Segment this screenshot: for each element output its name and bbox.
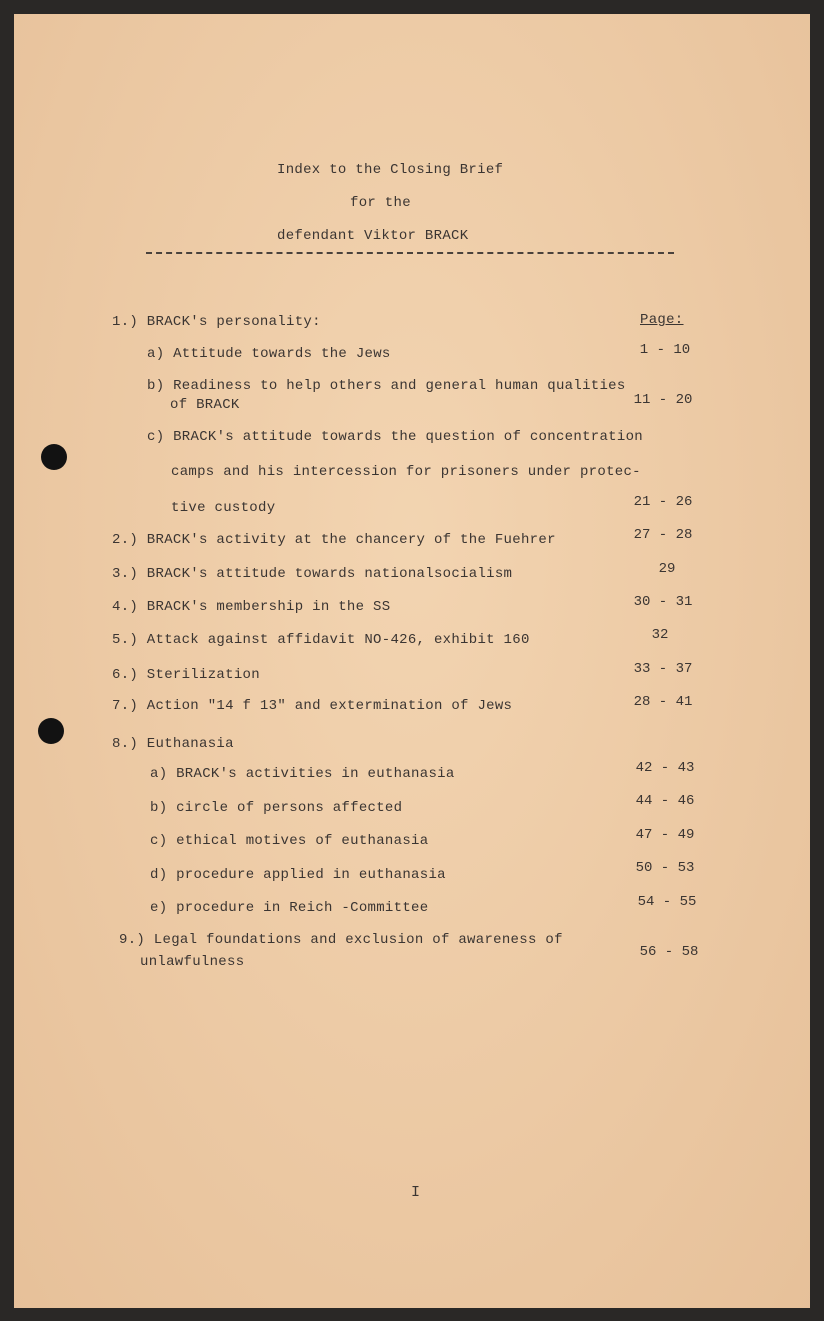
entry-2-page: 27 - 28 xyxy=(633,527,693,543)
title-line-3: defendant Viktor BRACK xyxy=(277,228,469,244)
entry-5-page: 32 xyxy=(651,627,669,643)
entry-9-label-cont: unlawfulness xyxy=(140,954,245,970)
entry-8e-page: 54 - 55 xyxy=(637,894,697,910)
entry-1c-page: 21 - 26 xyxy=(633,494,693,510)
entry-1c-label: c) BRACK's attitude towards the question of concentration xyxy=(147,429,643,445)
entry-7-page: 28 - 41 xyxy=(633,694,693,710)
entry-8c-page: 47 - 49 xyxy=(635,827,695,843)
entry-6-page: 33 - 37 xyxy=(633,661,693,677)
entry-3-label: 3.) BRACK's attitude towards nationalsocialism xyxy=(112,566,513,582)
entry-2-label: 2.) BRACK's activity at the chancery of the Fuehrer xyxy=(112,532,556,548)
entry-1c-label-cont2: tive custody xyxy=(171,500,276,516)
entry-8d-label: d) procedure applied in euthanasia xyxy=(150,867,446,883)
entry-1a-label: a) Attitude towards the Jews xyxy=(147,346,391,362)
entry-8b-label: b) circle of persons affected xyxy=(150,800,403,816)
dashed-divider xyxy=(146,252,674,254)
entry-5-label: 5.) Attack against affidavit NO-426, exhibit 160 xyxy=(112,632,530,648)
punch-hole-top xyxy=(41,444,67,470)
entry-8b-page: 44 - 46 xyxy=(635,793,695,809)
page-column-header: Page: xyxy=(640,312,684,328)
entry-6-label: 6.) Sterilization xyxy=(112,667,260,683)
entry-8c-label: c) ethical motives of euthanasia xyxy=(150,833,429,849)
entry-1b-label-cont: of BRACK xyxy=(170,397,240,413)
entry-8d-page: 50 - 53 xyxy=(635,860,695,876)
title-line-2: for the xyxy=(350,195,411,211)
entry-3-page: 29 xyxy=(658,561,676,577)
entry-1b-page: 11 - 20 xyxy=(633,392,693,408)
entry-7-label: 7.) Action "14 f 13" and extermination of Jews xyxy=(112,698,513,714)
footer-page-number: I xyxy=(411,1184,421,1201)
entry-1a-page: 1 - 10 xyxy=(639,342,691,358)
entry-8-label: 8.) Euthanasia xyxy=(112,736,234,752)
entry-4-page: 30 - 31 xyxy=(633,594,693,610)
entry-9-label: 9.) Legal foundations and exclusion of awareness of xyxy=(119,932,563,948)
entry-1c-label-cont1: camps and his intercession for prisoners under protec- xyxy=(171,464,641,480)
entry-4-label: 4.) BRACK's membership in the SS xyxy=(112,599,391,615)
entry-9-page: 56 - 58 xyxy=(639,944,699,960)
entry-1-label: 1.) BRACK's personality: xyxy=(112,314,321,330)
entry-8a-label: a) BRACK's activities in euthanasia xyxy=(150,766,455,782)
entry-8e-label: e) procedure in Reich -Committee xyxy=(150,900,429,916)
entry-1b-label: b) Readiness to help others and general human qualities xyxy=(147,378,626,394)
punch-hole-bottom xyxy=(38,718,64,744)
title-line-1: Index to the Closing Brief xyxy=(277,162,504,178)
document-page xyxy=(14,14,810,1308)
entry-8a-page: 42 - 43 xyxy=(635,760,695,776)
